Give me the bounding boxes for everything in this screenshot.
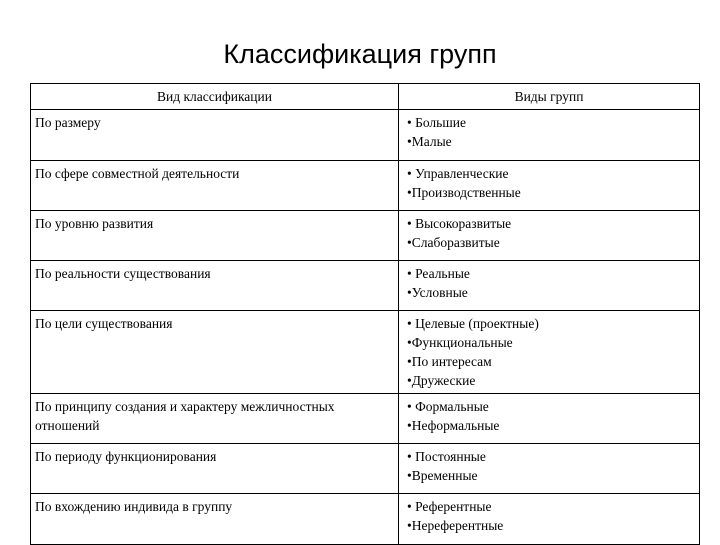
table-row (31, 311, 700, 394)
group-types-cell (399, 211, 700, 261)
group-type-item: • Управленческие (407, 166, 509, 181)
criterion-cell (31, 394, 399, 444)
table-row (31, 444, 700, 494)
column-header-group-types: Виды групп (399, 84, 700, 110)
group-type-item: •Нереферентные (407, 518, 504, 533)
criterion-cell (31, 311, 399, 394)
criterion-cell (31, 494, 399, 545)
criterion-cell (31, 110, 399, 161)
group-type-item: • Референтные (407, 499, 492, 514)
group-types-cell (399, 394, 700, 444)
column-header-classification-type: Вид классификации (31, 84, 399, 110)
group-type-item: •Слаборазвитые (407, 235, 500, 250)
group-type-item: • Большие (407, 115, 466, 130)
group-types-cell (399, 494, 700, 545)
criterion-text: По размеру (35, 115, 101, 130)
table-header-row (31, 84, 700, 110)
group-type-item: •По интересам (407, 354, 492, 369)
criterion-text: По вхождению индивида в группу (35, 499, 233, 514)
group-types-cell (399, 161, 700, 211)
criterion-cell (31, 444, 399, 494)
table-row (31, 394, 700, 444)
group-type-item: • Постоянные (407, 449, 486, 464)
classification-table (30, 83, 700, 545)
table-row (31, 110, 700, 161)
criterion-cell (31, 261, 399, 311)
group-type-item: • Целевые (проектные) (407, 316, 539, 331)
group-type-item: •Малые (407, 134, 452, 149)
table-row (31, 211, 700, 261)
criterion-text: По цели существования (35, 316, 173, 331)
criterion-text: По сфере совместной деятельности (35, 166, 240, 181)
criterion-text: По реальности существования (35, 266, 211, 281)
table-row (31, 161, 700, 211)
criterion-text: По периоду функционирования (35, 449, 217, 464)
table-row (31, 261, 700, 311)
group-type-item: •Дружеские (407, 373, 476, 388)
group-types-cell (399, 110, 700, 161)
criterion-text: По принципу создания и характеру межличностных отношений (35, 399, 335, 433)
group-type-item: •Неформальные (407, 418, 500, 433)
group-type-item: • Формальные (407, 399, 489, 414)
group-types-cell (399, 261, 700, 311)
group-type-item: • Высокоразвитые (407, 216, 512, 231)
group-types-cell (399, 444, 700, 494)
group-type-item: • Реальные (407, 266, 470, 281)
page-title: Классификация групп (223, 39, 497, 69)
criterion-cell (31, 211, 399, 261)
group-types-cell (399, 311, 700, 394)
group-type-item: •Временные (407, 468, 478, 483)
criterion-cell (31, 161, 399, 211)
group-type-item: •Условные (407, 285, 468, 300)
table-row (31, 494, 700, 545)
group-type-item: •Функциональные (407, 335, 513, 350)
criterion-text: По уровню развития (35, 216, 154, 231)
group-type-item: •Производственные (407, 185, 521, 200)
